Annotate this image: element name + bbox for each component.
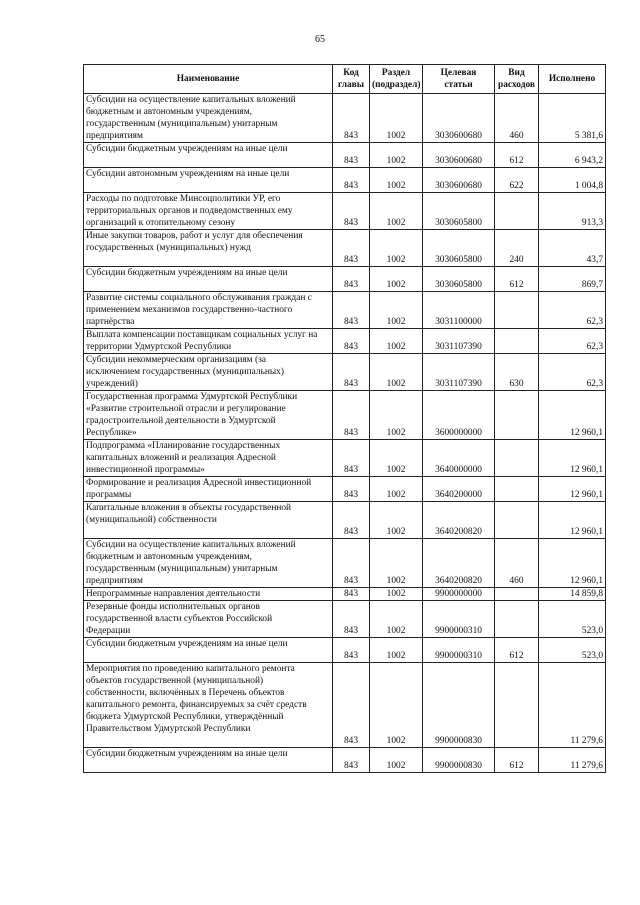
cell-executed: 12 960,1 [539, 477, 606, 502]
row-name-line: Субсидии бюджетным учреждениям на иные цели [86, 639, 288, 649]
row-name-line: Резервные фонды исполнительных органов [86, 602, 260, 612]
row-name [84, 230, 333, 267]
cell-target: 3030605800 [423, 267, 495, 292]
cell-razdel: 1002 [370, 663, 423, 748]
row-name-line: Федерации [86, 626, 131, 636]
row-name [84, 588, 333, 601]
row-name-line: государственной власти субъектов Российской [86, 614, 273, 624]
row-name-line [86, 279, 330, 291]
cell-kod: 843 [333, 588, 370, 601]
row-name-line: государственным (муниципальным) унитарным [86, 564, 278, 574]
row-name-line: градостроительной деятельности в Удмуртской [86, 416, 276, 426]
row-name-line: партнёрства [86, 317, 135, 327]
row-name-line: собственности, включённых в Перечень объектов [86, 688, 285, 698]
cell-kod: 843 [333, 168, 370, 193]
row-name-line: Непрограммные направления деятельности [86, 589, 261, 599]
table-row [84, 168, 606, 193]
row-name [84, 391, 333, 440]
cell-executed: 1 004,8 [539, 168, 606, 193]
cell-razdel: 1002 [370, 292, 423, 329]
row-name [84, 354, 333, 391]
row-name-line: Формирование и реализация Адресной инвестиционной [86, 478, 312, 488]
row-name-line: предприятиям [86, 576, 143, 586]
cell-razdel: 1002 [370, 601, 423, 638]
cell-target: 3030600680 [423, 143, 495, 168]
row-name [84, 193, 333, 230]
table-row [84, 292, 606, 329]
cell-executed: 6 943,2 [539, 143, 606, 168]
cell-vid [495, 391, 539, 440]
row-name-line: предприятиям [86, 131, 143, 141]
table-row [84, 354, 606, 391]
cell-razdel: 1002 [370, 267, 423, 292]
row-name [84, 638, 333, 663]
cell-vid [495, 601, 539, 638]
cell-target: 9900000830 [423, 663, 495, 748]
row-name-line [86, 650, 330, 662]
row-name [84, 539, 333, 588]
row-name-line: Субсидии бюджетным учреждениям на иные цели [86, 144, 288, 154]
table-row [84, 663, 606, 748]
cell-target: 9900000000 [423, 588, 495, 601]
cell-razdel: 1002 [370, 477, 423, 502]
cell-vid [495, 329, 539, 354]
cell-kod: 843 [333, 354, 370, 391]
row-name-line: Иные закупки товаров, работ и услуг для обеспечения [86, 231, 303, 241]
header-name: Наименование [84, 65, 333, 94]
cell-kod: 843 [333, 440, 370, 477]
table-row [84, 588, 606, 601]
cell-razdel: 1002 [370, 329, 423, 354]
cell-target: 3031107390 [423, 354, 495, 391]
row-name-line: применением механизмов государственно-частного [86, 305, 293, 315]
row-name-line: «Развитие строительной отрасли и регулирование [86, 404, 286, 414]
header-vid: Вид расходов [495, 65, 539, 94]
row-name-line: программы [86, 490, 132, 500]
cell-executed: 913,3 [539, 193, 606, 230]
cell-razdel: 1002 [370, 502, 423, 539]
cell-executed: 12 960,1 [539, 539, 606, 588]
table-row [84, 94, 606, 143]
row-name-line [86, 155, 330, 167]
cell-executed: 5 381,6 [539, 94, 606, 143]
cell-target: 9900000310 [423, 601, 495, 638]
row-name [84, 663, 333, 748]
row-name-line: Правительством Удмуртской Республики [86, 724, 251, 734]
cell-razdel: 1002 [370, 168, 423, 193]
row-name-line [86, 254, 330, 266]
row-name-line: Субсидии бюджетным учреждениям на иные цели [86, 749, 288, 759]
table-row [84, 748, 606, 773]
cell-kod: 843 [333, 267, 370, 292]
cell-vid: 612 [495, 143, 539, 168]
row-name [84, 440, 333, 477]
cell-executed: 869,7 [539, 267, 606, 292]
cell-target: 3600000000 [423, 391, 495, 440]
cell-razdel: 1002 [370, 230, 423, 267]
cell-kod: 843 [333, 477, 370, 502]
row-name [84, 292, 333, 329]
table-row [84, 601, 606, 638]
cell-executed: 43,7 [539, 230, 606, 267]
cell-razdel: 1002 [370, 391, 423, 440]
cell-vid [495, 292, 539, 329]
row-name-line: Субсидии на осуществление капитальных вложений [86, 95, 296, 105]
cell-kod: 843 [333, 502, 370, 539]
cell-vid: 460 [495, 94, 539, 143]
row-name [84, 94, 333, 143]
cell-vid [495, 440, 539, 477]
row-name-line: исключением государственных (муниципальных) [86, 367, 284, 377]
cell-executed: 62,3 [539, 329, 606, 354]
row-name-line [86, 735, 330, 747]
row-name-line: Субсидии бюджетным учреждениям на иные цели [86, 268, 288, 278]
table-row [84, 391, 606, 440]
cell-razdel: 1002 [370, 94, 423, 143]
row-name-line: Республике» [86, 428, 137, 438]
cell-razdel: 1002 [370, 193, 423, 230]
cell-vid: 630 [495, 354, 539, 391]
cell-executed: 11 279,6 [539, 748, 606, 773]
row-name-line: Субсидии автономным учреждениям на иные цели [86, 169, 290, 179]
header-executed: Исполнено [539, 65, 606, 94]
header-razdel: Раздел (подраздел) [370, 65, 423, 94]
row-name-line: капитального ремонта, финансируемых за счёт средств [86, 700, 307, 710]
cell-kod: 843 [333, 539, 370, 588]
cell-executed: 12 960,1 [539, 502, 606, 539]
cell-target: 3640200820 [423, 502, 495, 539]
row-name [84, 502, 333, 539]
cell-vid: 622 [495, 168, 539, 193]
cell-vid [495, 477, 539, 502]
cell-razdel: 1002 [370, 638, 423, 663]
cell-target: 9900000830 [423, 748, 495, 773]
cell-vid: 612 [495, 638, 539, 663]
row-name-line: Государственная программа Удмуртской Республики [86, 392, 298, 402]
table-row [84, 638, 606, 663]
table-row [84, 230, 606, 267]
cell-executed: 12 960,1 [539, 391, 606, 440]
row-name-line: Выплата компенсации поставщикам социальных услуг на [86, 330, 318, 340]
cell-executed: 14 859,8 [539, 588, 606, 601]
cell-executed: 523,0 [539, 638, 606, 663]
cell-vid [495, 588, 539, 601]
row-name-line [86, 526, 330, 538]
cell-executed: 11 279,6 [539, 663, 606, 748]
row-name-line: инвестиционной программы» [86, 465, 205, 475]
cell-razdel: 1002 [370, 440, 423, 477]
cell-vid [495, 193, 539, 230]
cell-executed: 62,3 [539, 292, 606, 329]
header-kod: Код главы [333, 65, 370, 94]
row-name-line: бюджета Удмуртской Республики, утверждённый [86, 712, 284, 722]
cell-target: 3030605800 [423, 193, 495, 230]
cell-target: 3640200000 [423, 477, 495, 502]
cell-target: 3030605800 [423, 230, 495, 267]
cell-vid: 240 [495, 230, 539, 267]
cell-target: 3031100000 [423, 292, 495, 329]
row-name-line: бюджетным и автономным учреждениям, [86, 107, 252, 117]
cell-target: 3031107390 [423, 329, 495, 354]
cell-kod: 843 [333, 663, 370, 748]
row-name-line: Мероприятия по проведению капитального ремонта [86, 664, 295, 674]
row-name-line: Капитальные вложения в объекты государственной [86, 503, 292, 513]
table-header-row [84, 65, 606, 94]
row-name-line: объектов государственной (муниципальной) [86, 676, 264, 686]
cell-executed: 12 960,1 [539, 440, 606, 477]
row-name [84, 601, 333, 638]
cell-kod: 843 [333, 230, 370, 267]
cell-target: 3640200820 [423, 539, 495, 588]
row-name-line: капитальных вложений и реализация Адресной [86, 453, 276, 463]
cell-vid [495, 663, 539, 748]
row-name [84, 267, 333, 292]
cell-kod: 843 [333, 143, 370, 168]
cell-target: 9900000310 [423, 638, 495, 663]
row-name-line: Субсидии на осуществление капитальных вложений [86, 540, 296, 550]
table-row [84, 477, 606, 502]
row-name-line: Развитие системы социального обслуживания граждан с [86, 293, 312, 303]
table-row [84, 193, 606, 230]
table-row [84, 539, 606, 588]
row-name-line: территории Удмуртской Республики [86, 342, 232, 352]
cell-executed: 523,0 [539, 601, 606, 638]
row-name-line: Расходы по подготовке Минсоцполитики УР, его [86, 194, 281, 204]
row-name-line [86, 180, 330, 192]
cell-target: 3030600680 [423, 94, 495, 143]
table-row [84, 502, 606, 539]
cell-kod: 843 [333, 94, 370, 143]
cell-kod: 843 [333, 193, 370, 230]
row-name [84, 748, 333, 773]
cell-vid: 460 [495, 539, 539, 588]
row-name [84, 477, 333, 502]
cell-razdel: 1002 [370, 748, 423, 773]
page-number: 65 [315, 34, 325, 45]
cell-target: 3640000000 [423, 440, 495, 477]
header-target: Целевая статьи [423, 65, 495, 94]
row-name-line: бюджетным и автономным учреждениям, [86, 552, 252, 562]
table-row [84, 329, 606, 354]
cell-kod: 843 [333, 391, 370, 440]
cell-razdel: 1002 [370, 354, 423, 391]
row-name-line: государственным (муниципальным) унитарным [86, 119, 278, 129]
row-name [84, 168, 333, 193]
row-name-line: территориальных органов и подведомственных ему [86, 206, 293, 216]
cell-executed: 62,3 [539, 354, 606, 391]
table-row [84, 267, 606, 292]
cell-razdel: 1002 [370, 588, 423, 601]
cell-razdel: 1002 [370, 143, 423, 168]
table-row [84, 143, 606, 168]
row-name-line: (муниципальной) собственности [86, 515, 217, 525]
row-name-line: государственных (муниципальных) нужд [86, 243, 251, 253]
cell-vid [495, 502, 539, 539]
cell-kod: 843 [333, 638, 370, 663]
cell-kod: 843 [333, 748, 370, 773]
cell-vid: 612 [495, 748, 539, 773]
row-name-line [86, 760, 330, 772]
cell-razdel: 1002 [370, 539, 423, 588]
row-name-line: Подпрограмма «Планирование государственных [86, 441, 281, 451]
cell-kod: 843 [333, 601, 370, 638]
cell-kod: 843 [333, 329, 370, 354]
cell-kod: 843 [333, 292, 370, 329]
cell-target: 3030600680 [423, 168, 495, 193]
row-name [84, 143, 333, 168]
table-row [84, 440, 606, 477]
budget-table [83, 64, 606, 773]
row-name-line: организаций к отопительному сезону [86, 218, 236, 228]
row-name [84, 329, 333, 354]
row-name-line: учреждений) [86, 379, 138, 389]
cell-vid: 612 [495, 267, 539, 292]
row-name-line: Субсидии некоммерческим организациям (за [86, 355, 266, 365]
